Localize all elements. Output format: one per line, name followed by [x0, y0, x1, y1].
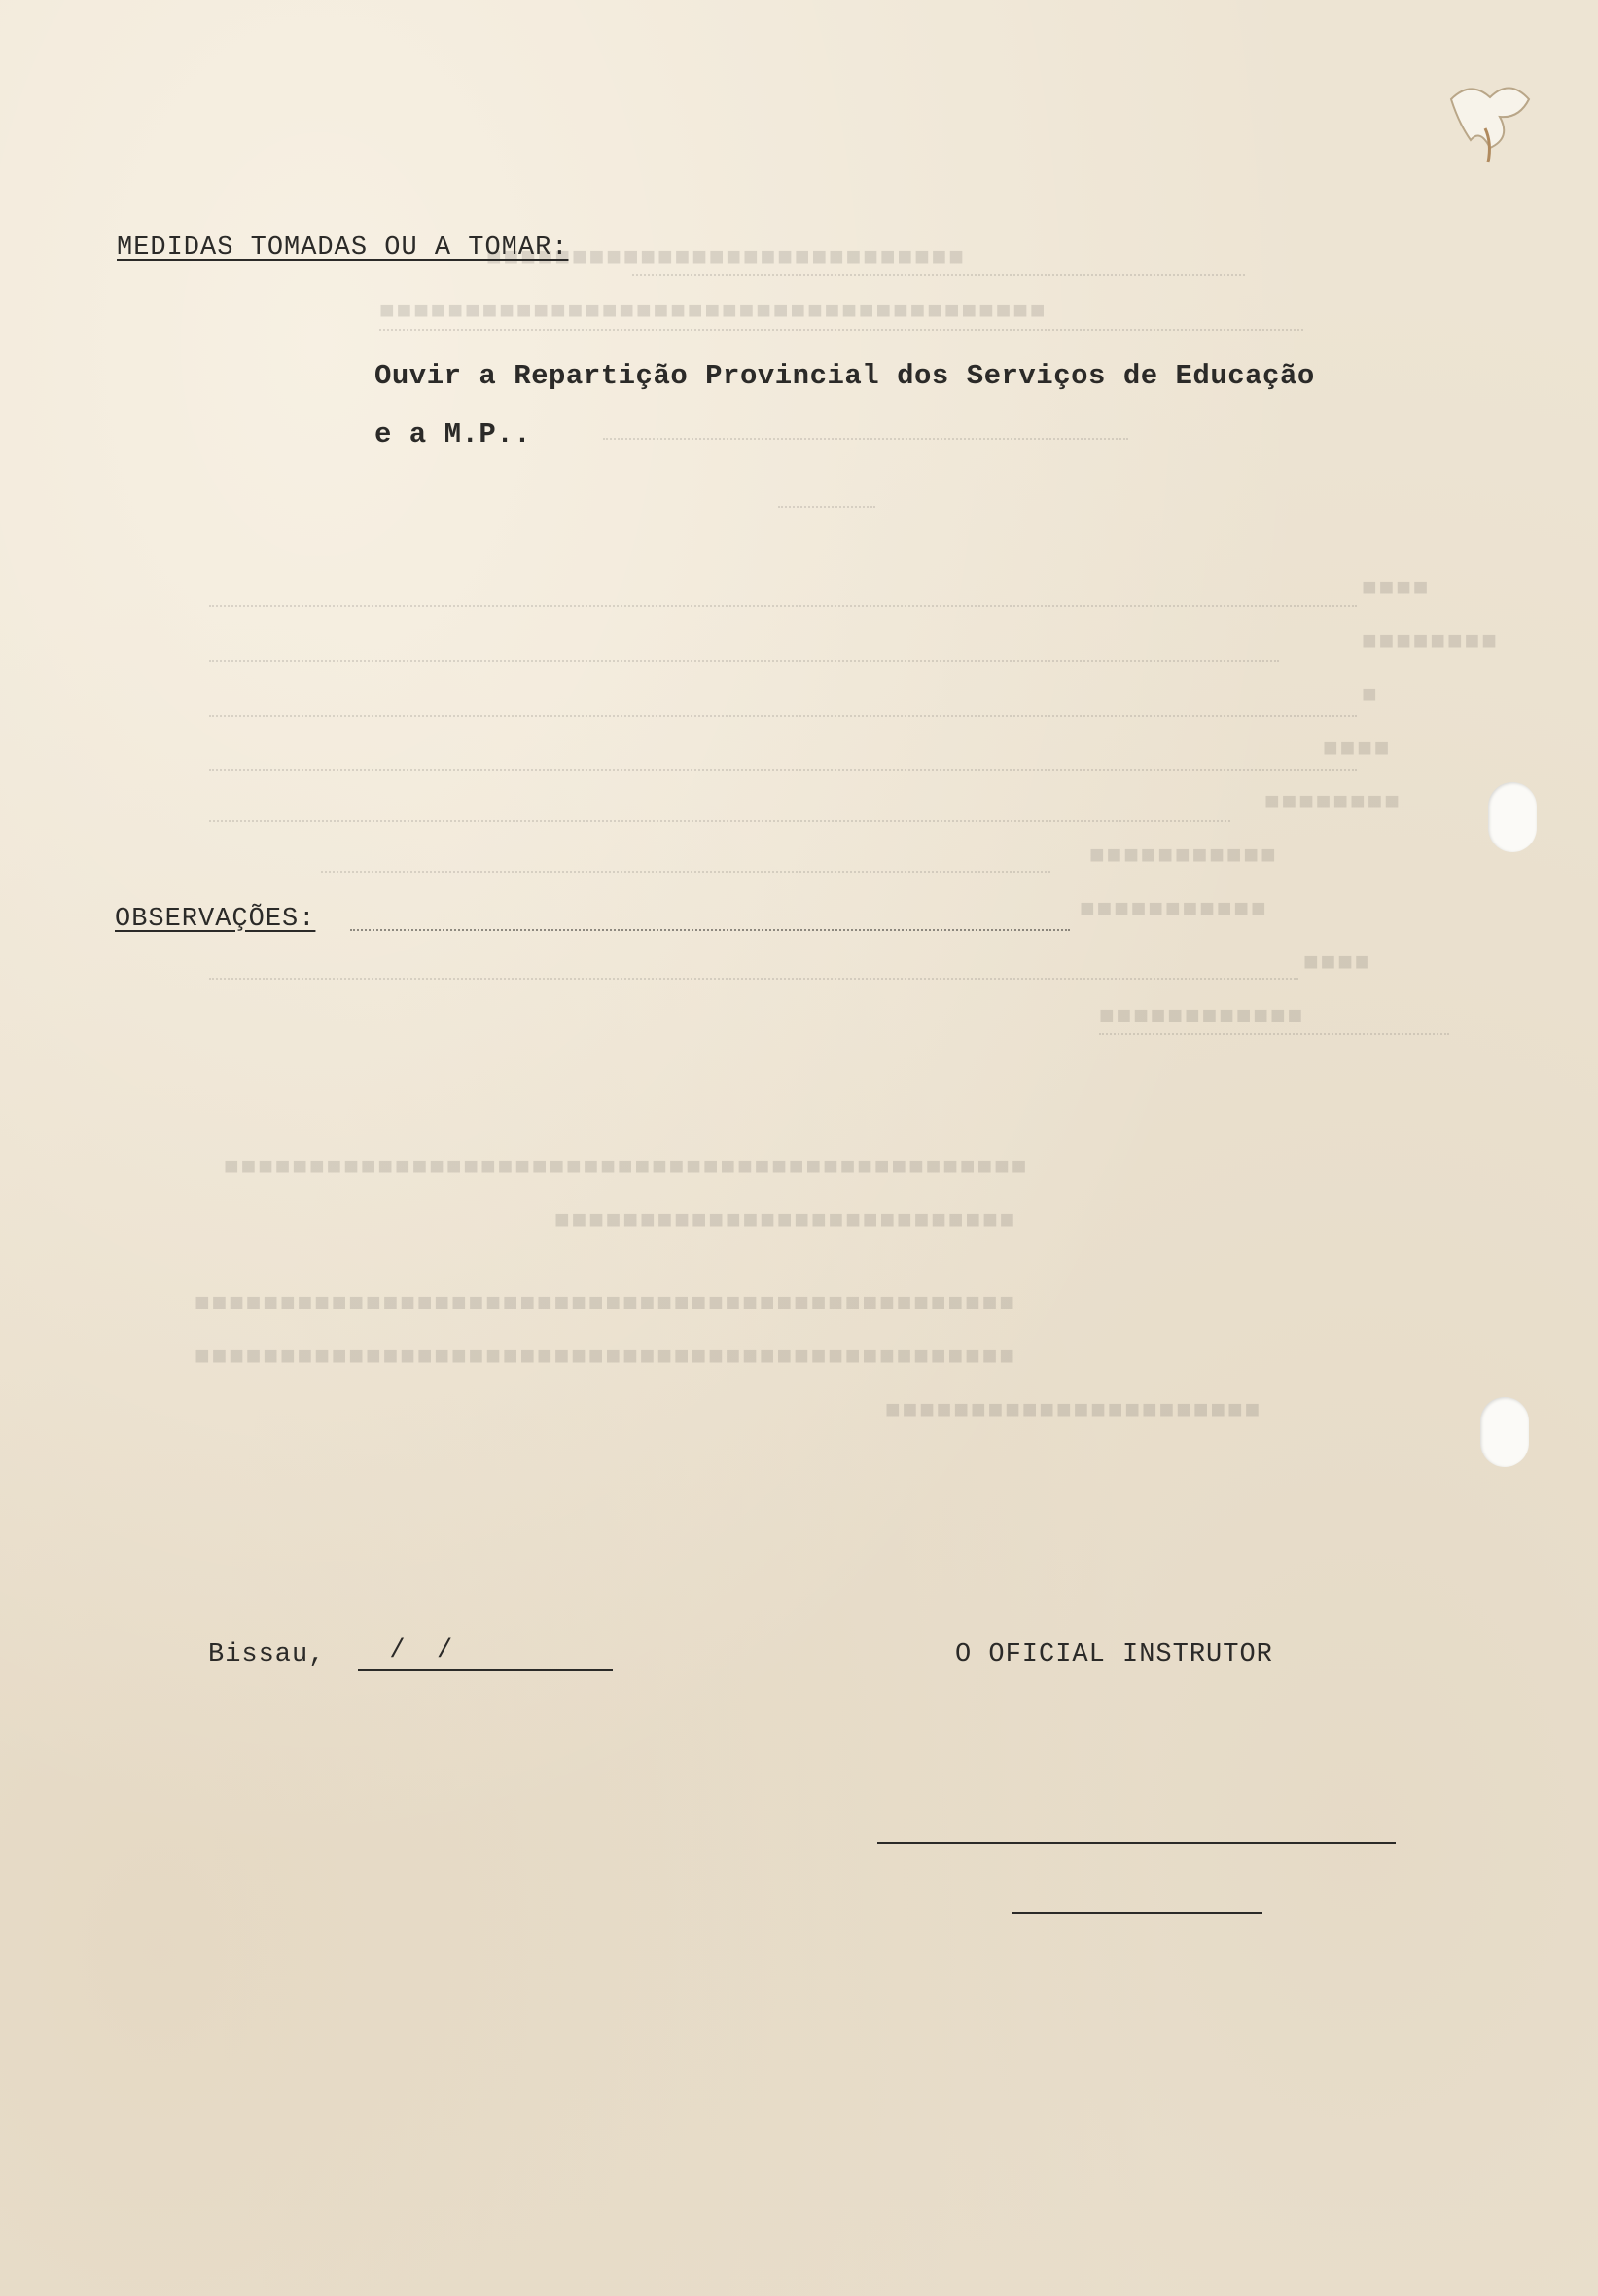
- date-field: / /: [358, 1636, 613, 1671]
- signature-line: [877, 1842, 1396, 1844]
- punch-hole-upper: [1488, 782, 1537, 852]
- observations-line: [350, 929, 1070, 931]
- measures-text-line-1: Ouvir a Repartição Provincial dos Serviços de Educação: [374, 360, 1315, 392]
- signer-title: O OFICIAL INSTRUTOR: [955, 1640, 1273, 1669]
- signer-name-line: [1012, 1912, 1262, 1914]
- place-label: Bissau,: [208, 1640, 326, 1669]
- observations-heading: OBSERVAÇÕES:: [115, 905, 316, 934]
- measures-text-line-2: e a M.P..: [374, 418, 532, 450]
- torn-corner-mark: [1432, 70, 1548, 177]
- measures-heading: MEDIDAS TOMADAS OU A TOMAR:: [117, 233, 569, 263]
- punch-hole-lower: [1480, 1397, 1529, 1467]
- show-through-background: ■■■■■■■■■■■■■■■■■■■■■■■■■■■■ ■■■■■■■■■■■■■■■■■■■■■■■■■■■■■■■■■■■■■■■ ■■■■ ■■■■■■■■ ■ ■■■■ ■■■■■■■■ ■■■■■■■■■■■ ■■■■■■■■■■■ ■■■■ ■■■■■■■■■■■■ ■■■■■■■■■■■■■■■■■■■■■■■■■■■■■■■■■■■■■■■■■■■■■■■ ■■■■■■■■■■■■■■■■■■■■■■■■■■■ ■■■■■■■■■■■■■■■■■■■■■■■■■■■■■■■■■■■■■■■■■■■■■■■■ ■■■■■■■■■■■■■■■■■■■■■■■■■■■■■■■■■■■■■■■■■■■■■■■■ ■■■■■■■■■■■■■■■■■■■■■■: [195, 243, 1499, 1425]
